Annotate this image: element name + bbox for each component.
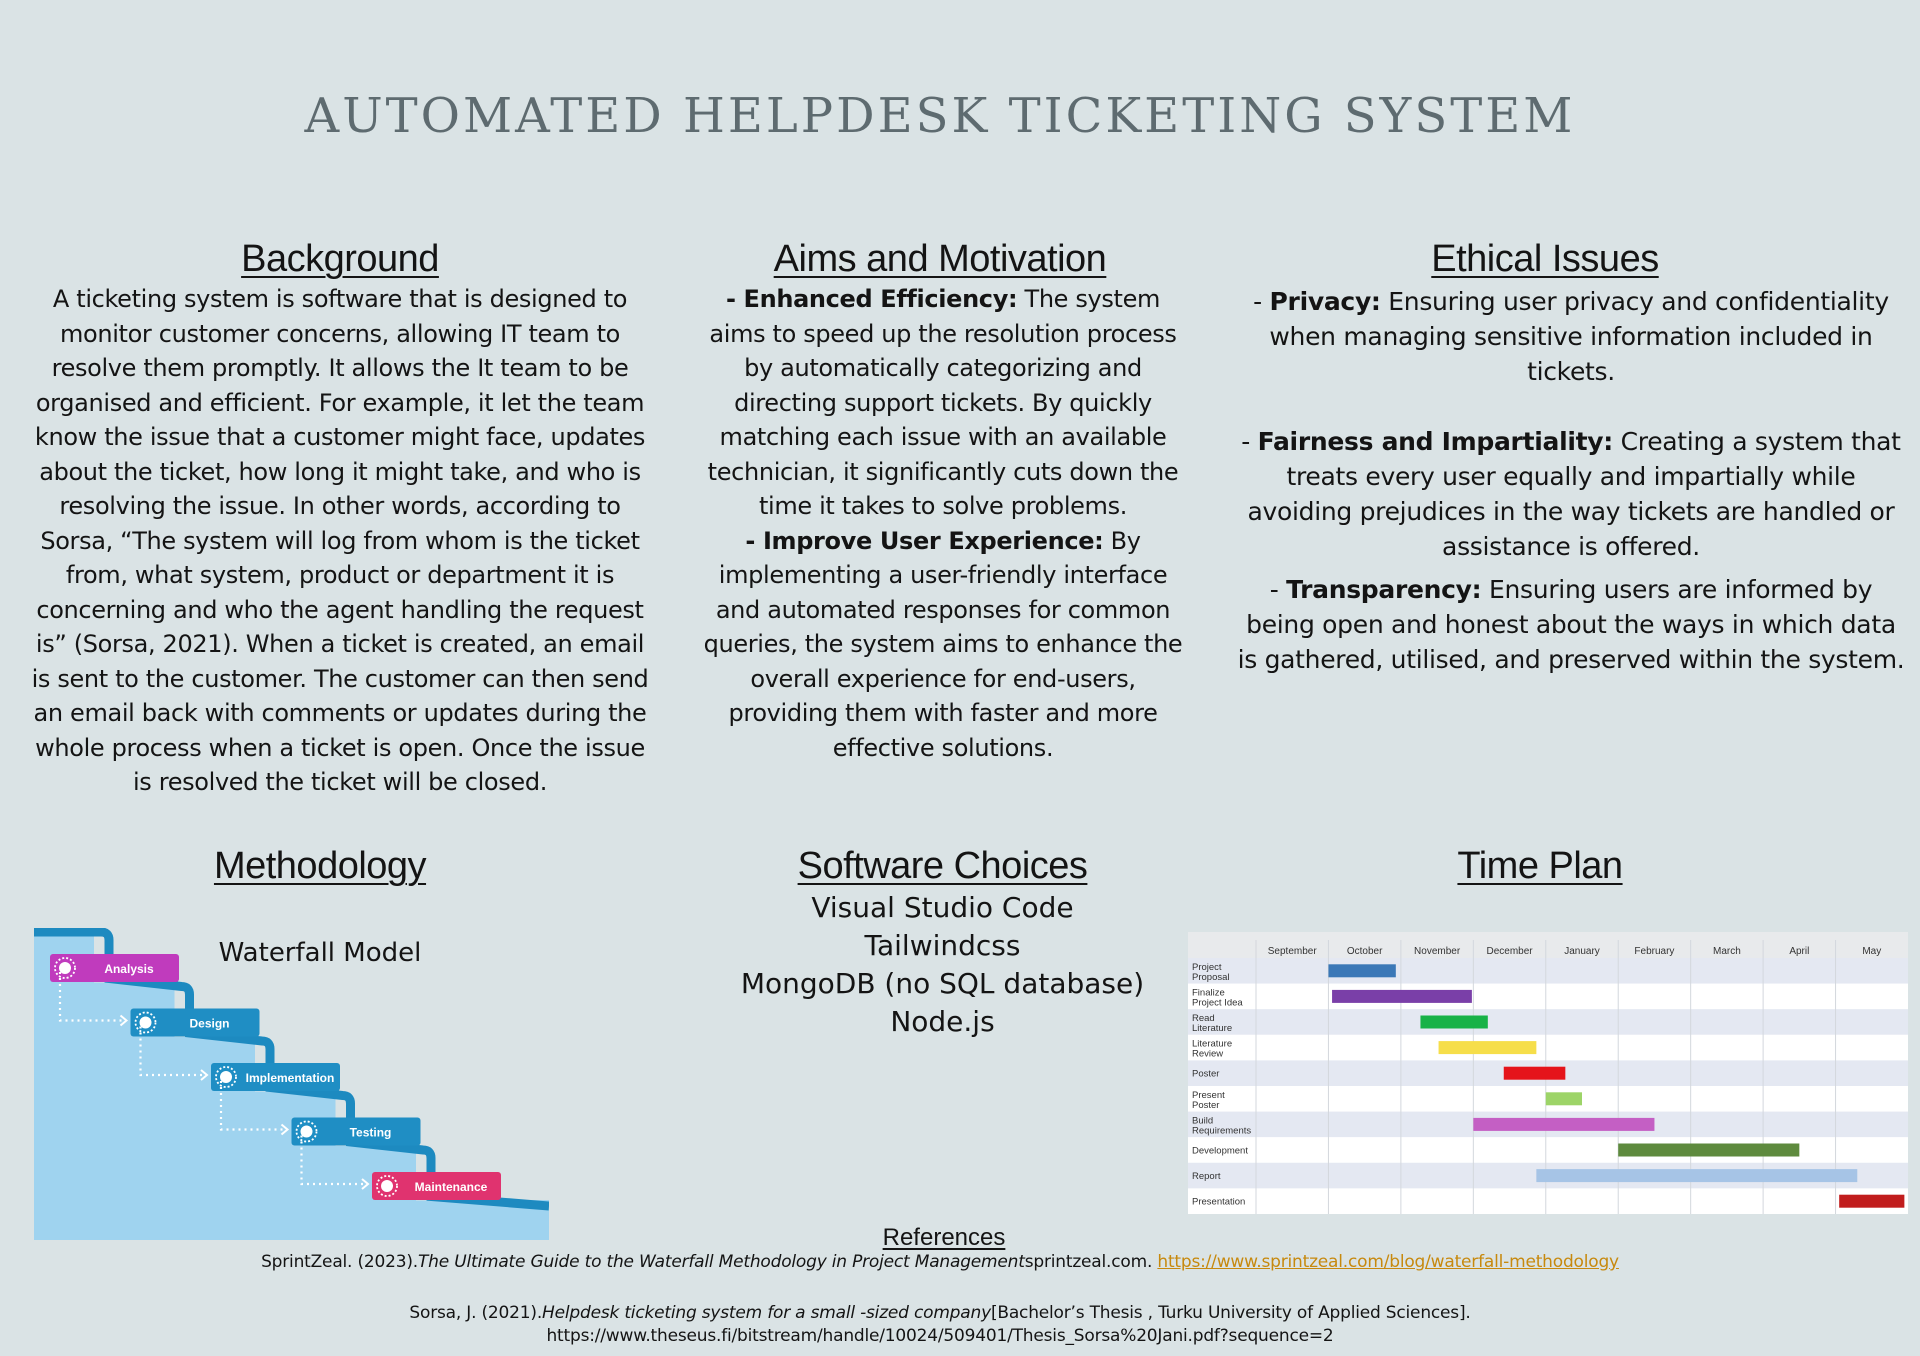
reference-url: https://www.theseus.fi/bitstream/handle/10024/509401/Thesis_Sorsa%20Jani.pdf?sequence=2	[546, 1326, 1334, 1346]
aims-item-label: - Improve User Experience:	[745, 526, 1104, 555]
gantt-month-label: January	[1564, 946, 1600, 957]
aims-item-text: The system aims to speed up the resolution process by automatically categorizing and directing support tickets. By quickly matching each issue with an available technician, it significantly cuts down the time it takes to solve problems.	[707, 285, 1179, 520]
gantt-task-label: Read	[1192, 1013, 1215, 1024]
waterfall-stage-label: Design	[189, 1016, 230, 1031]
reference-link[interactable]: https://www.sprintzeal.com/blog/waterfall-methodology	[1157, 1252, 1619, 1272]
ethics-item: - Fairness and Impartiality: Creating a system that treats every user equally and impartially while avoiding prejudices in the way tickets are handled or assistance is offered.	[1241, 427, 1901, 561]
aims-item-text: By implementing a user-friendly interface and automated responses for common queries, the system aims to enhance the overall experience for end-users, providing them with faster and more effective solutions.	[703, 526, 1183, 762]
gantt-task-label: Presentation	[1192, 1196, 1246, 1208]
gantt-bar	[1332, 990, 1472, 1003]
poster-title: AUTOMATED HELPDESK TICKETING SYSTEM	[304, 88, 1576, 144]
software-item: Node.js	[890, 1005, 995, 1038]
gantt-month-label: February	[1634, 946, 1675, 957]
gear-icon-center	[381, 1180, 393, 1192]
gantt-bar	[1546, 1092, 1582, 1105]
gantt-task-label: Literature	[1192, 1038, 1233, 1050]
background-text: A ticketing system is software that is designed to monitor customer concerns, allowing IT team to resolve them promptly. It allows the It team to be organised and efficient. For example, it let the team know the issue that a customer might face, updates about the ticket, how long it might take, and who is resolving the issue. In other words, according to Sorsa, “The system will log from whom is the ticket from, what system, product or department it is concerning and who the agent handling the request is” (Sorsa, 2021). When a ticket is created, an email is sent to the customer. The customer can then send an email back with comments or updates during the whole process when a ticket is open. Once the issue is resolved the ticket will be closed.	[31, 285, 649, 796]
aims-text	[700, 282, 1186, 765]
ethics-text	[1235, 284, 1907, 677]
gantt-bar	[1420, 1016, 1487, 1029]
gantt-bar	[1328, 964, 1395, 977]
waterfall-model-label: Waterfall Model	[218, 938, 422, 968]
software-item: MongoDB (no SQL database)	[740, 967, 1145, 1000]
waterfall-stage-label: Maintenance	[414, 1180, 488, 1194]
reference-sorsa: Sorsa, J. (2021).Helpdesk ticketing system for a small -sized company[Bachelor’s Thesis , Turku University of Applied Sciences]. https://www.theseus.fi/bitstream/handle/10024/509401/Thesis_Sorsa%20Jani.pdf?sequence=2	[409, 1303, 1471, 1346]
gantt-task-label: Development	[1192, 1145, 1248, 1157]
gantt-month-label: October	[1346, 946, 1383, 957]
ethics-item: - Transparency: Ensuring users are informed by being open and honest about the ways in which data is gathered, utilised, and preserved within the system.	[1237, 575, 1905, 674]
gantt-bar	[1504, 1067, 1566, 1080]
gantt-task-label: Poster	[1192, 1099, 1220, 1111]
aims-heading: Aims and Motivation	[773, 238, 1107, 280]
gantt-chart	[1188, 932, 1908, 1214]
gantt-bar	[1473, 1118, 1654, 1131]
gantt-row	[1188, 1188, 1908, 1214]
ethics-heading: Ethical Issues	[1431, 238, 1659, 280]
reference-sprintzeal: SprintZeal. (2023).The Ultimate Guide to the Waterfall Methodology in Project Managementsprintzeal.com. https://www.sprintzeal.com/blog/waterfall-methodology	[261, 1252, 1619, 1272]
software-item: Visual Studio Code	[811, 891, 1074, 924]
gantt-task-label: Finalize	[1192, 987, 1225, 999]
gantt-task-label: Requirements	[1192, 1125, 1252, 1137]
gantt-task-label: Proposal	[1192, 971, 1230, 983]
aims-item-label: - Enhanced Efficiency:	[725, 285, 1018, 313]
waterfall-stage-label: Implementation	[245, 1071, 335, 1085]
gantt-month-label: September	[1267, 946, 1317, 957]
gantt-bar	[1839, 1195, 1904, 1208]
waterfall-stage-label: Analysis	[104, 962, 154, 976]
gantt-row	[1188, 984, 1908, 1010]
gantt-task-label: Present	[1192, 1089, 1225, 1101]
methodology-heading: Methodology	[213, 845, 427, 887]
gantt-bar	[1618, 1144, 1799, 1157]
gantt-month-label: April	[1789, 946, 1810, 957]
software-list	[740, 889, 1145, 1041]
gantt-month-label: March	[1712, 946, 1741, 957]
references-heading: References	[882, 1224, 1006, 1251]
software-item: Tailwindcss	[864, 929, 1021, 962]
waterfall-diagram	[34, 928, 549, 1240]
gantt-task-label: Poster	[1192, 1068, 1220, 1080]
gantt-bar	[1439, 1041, 1537, 1054]
gantt-month-label: December	[1486, 946, 1533, 957]
gantt-task-label: Review	[1192, 1048, 1224, 1060]
gantt-row	[1188, 1009, 1908, 1035]
background-heading: Background	[241, 238, 439, 280]
gantt-row	[1188, 1035, 1908, 1061]
gantt-task-label: Build	[1192, 1115, 1214, 1127]
ethics-item: - Privacy: Ensuring user privacy and confidentiality when managing sensitive information included in tickets.	[1253, 287, 1889, 386]
gantt-row	[1188, 958, 1908, 984]
gantt-row	[1188, 1137, 1908, 1163]
gantt-task-label: Project Idea	[1192, 997, 1243, 1009]
gantt-bar	[1536, 1169, 1857, 1182]
gantt-task-label: Literature	[1192, 1023, 1233, 1034]
gantt-month-label: May	[1862, 946, 1882, 957]
software-heading: Software Choices	[797, 845, 1088, 887]
timeplan-heading: Time Plan	[1457, 845, 1623, 887]
gantt-month-label: November	[1414, 946, 1461, 957]
gantt-task-label: Project	[1192, 961, 1222, 973]
waterfall-stage-label: Testing	[349, 1125, 392, 1140]
gantt-task-label: Report	[1192, 1171, 1221, 1183]
